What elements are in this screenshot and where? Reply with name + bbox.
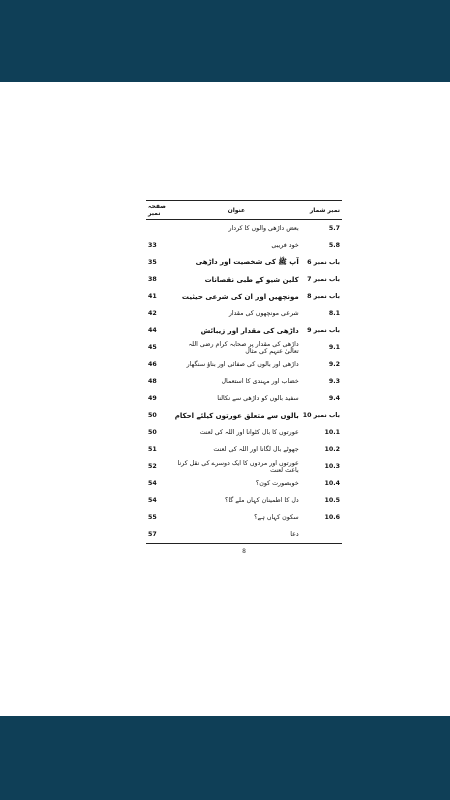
top-app-bar (0, 0, 450, 82)
toc-page-number: 49 (148, 395, 157, 402)
toc-page-number: 44 (148, 327, 157, 334)
toc-number: 5.7 (328, 225, 340, 232)
toc-row[interactable] (146, 441, 342, 458)
footer-divider (146, 543, 342, 544)
toc-row[interactable] (146, 424, 342, 441)
toc-title: سکون کہاں ہے؟ (254, 514, 299, 521)
toc-page-number: 51 (148, 446, 157, 453)
toc-number: 10.2 (324, 446, 340, 453)
toc-page-number: 52 (148, 463, 157, 470)
toc-page-number: 33 (148, 242, 157, 249)
toc-row[interactable] (146, 390, 342, 407)
toc-title: عورتوں کا بال کٹوانا اور اللہ کی لعنت (199, 429, 299, 436)
toc-number: باب نمبر 9 (307, 327, 340, 334)
toc-page-number: 50 (148, 412, 157, 419)
toc-page-number: 45 (148, 344, 157, 351)
toc-row[interactable] (146, 407, 342, 424)
toc-row[interactable] (146, 339, 342, 356)
toc-page-number: 50 (148, 429, 157, 436)
title-column-header: عنوان (172, 201, 301, 220)
toc-title: آپ ﷺ کی شخصیت اور داڑھی (195, 258, 299, 266)
toc-row[interactable] (146, 475, 342, 492)
toc-number: باب نمبر 7 (307, 276, 340, 283)
toc-number: 10.6 (324, 514, 340, 521)
toc-row[interactable] (146, 492, 342, 509)
number-column-header: نمبر شمار (301, 201, 342, 220)
toc-number: 10.5 (324, 497, 340, 504)
toc-number: 10.4 (324, 480, 340, 487)
toc-number: باب نمبر 10 (302, 412, 340, 419)
toc-page-number: 48 (148, 378, 157, 385)
toc-row[interactable] (146, 322, 342, 339)
bottom-bar (0, 716, 450, 800)
toc-row[interactable] (146, 237, 342, 254)
toc-number: باب نمبر 8 (307, 293, 340, 300)
toc-title: جھوٹے بال لگانا اور اللہ کی لعنت (213, 446, 299, 453)
toc-row[interactable] (146, 373, 342, 390)
toc-title: بالوں سے متعلق عورتوں کیلئے احکام (174, 411, 299, 420)
toc-page-number: 55 (148, 514, 157, 521)
toc-title: بعض داڑھی والوں کا کردار (228, 225, 299, 232)
toc-number: 8.1 (328, 310, 340, 317)
toc-number: 9.3 (328, 378, 340, 385)
toc-page-number: 35 (148, 259, 157, 266)
toc-row[interactable] (146, 526, 342, 543)
toc-title: دعا (290, 531, 299, 538)
toc-title: خضاب اور مہندی کا استعمال (221, 378, 299, 385)
toc-title: سفید بالوں کو داڑھی سے نکالنا (217, 395, 299, 402)
toc-row[interactable] (146, 356, 342, 373)
toc-title: داڑھی کی مقدار پر صحابہ کرام رضی اللہ تعالیٰ عنہم کی مثال (188, 340, 299, 355)
toc-page-number: 42 (148, 310, 157, 317)
toc-title: خود فریبی (271, 242, 299, 249)
toc-header-row (146, 201, 342, 220)
toc-row[interactable] (146, 509, 342, 526)
toc-row[interactable] (146, 254, 342, 271)
page-number: 8 (242, 548, 246, 555)
toc-title: مونچھیں اور ان کی شرعی حیثیت (181, 292, 299, 301)
toc-row[interactable] (146, 288, 342, 305)
toc-page-number: 38 (148, 276, 157, 283)
toc-row[interactable] (146, 305, 342, 322)
toc-number: 10.1 (324, 429, 340, 436)
toc-body (146, 220, 342, 544)
toc-number (301, 526, 342, 543)
toc-title: عورتوں اور مردوں کا ایک دوسرے کی نقل کرنا باعث لعنت (177, 459, 299, 474)
toc-row[interactable] (146, 271, 342, 288)
toc-number: 9.4 (328, 395, 340, 402)
toc-page-number: 57 (148, 531, 157, 538)
toc-number: 10.3 (324, 463, 340, 470)
toc-number: 5.8 (328, 242, 340, 249)
toc-number: 9.1 (328, 344, 340, 351)
table-of-contents (146, 200, 342, 543)
toc-page-number: 41 (148, 293, 157, 300)
page-column-header: صفحہ نمبر (146, 201, 172, 220)
toc-page-number: 54 (148, 480, 157, 487)
toc-number: 9.2 (328, 361, 340, 368)
toc-title: خوبصورت کون؟ (255, 480, 299, 487)
toc-title: کلین شیو کے طبی نقصانات (204, 275, 299, 284)
toc-page-number (146, 220, 172, 238)
toc-page-number: 46 (148, 361, 157, 368)
toc-title: دل کا اطمینان کہاں ملے گا؟ (225, 497, 299, 504)
toc-title: داڑھی کی مقدار اور زیبائش (200, 326, 299, 335)
toc-row[interactable] (146, 220, 342, 238)
toc-number: باب نمبر 6 (307, 259, 340, 266)
toc-title: داڑھی اور بالوں کی صفائی اور بناؤ سنگھار (186, 361, 299, 368)
toc-title: شرعی مونچھوں کی مقدار (228, 310, 299, 317)
toc-row[interactable] (146, 458, 342, 475)
toc-page-number: 54 (148, 497, 157, 504)
